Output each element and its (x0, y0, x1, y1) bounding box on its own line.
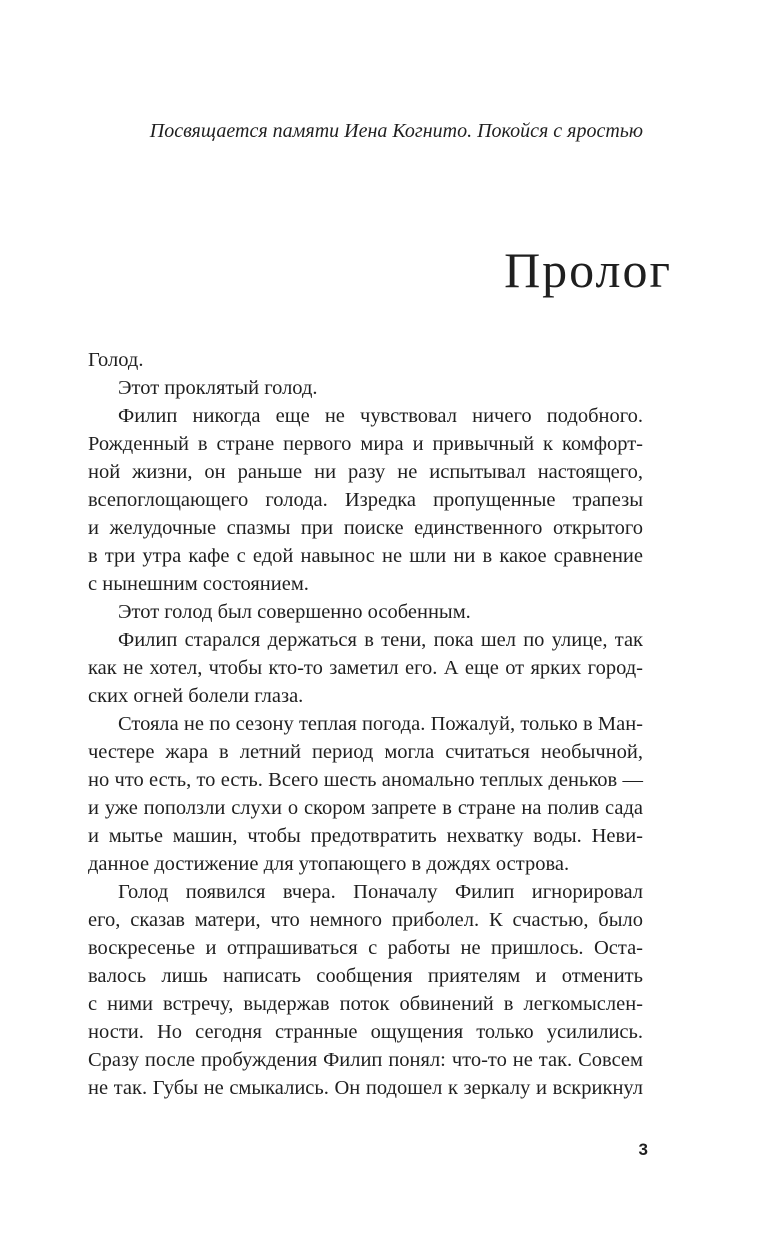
text-line: Филип старался держаться в тени, пока шел по улице, так (118, 629, 643, 651)
text-line: ности. Но сегодня странные ощущения только усилились. (88, 1021, 643, 1043)
text-line: честере жара в летний период могла считаться необычной, (88, 741, 643, 763)
text-line: с нынешним состоянием. (88, 573, 309, 595)
dedication: Посвящается памяти Иена Когнито. Покойся с яростью (149, 120, 643, 142)
text-line: в три утра кафе с едой навынос не шли ни в какое сравнение (88, 545, 643, 567)
chapter-title: Пролог (504, 242, 672, 298)
text-line: Филип никогда еще не чувствовал ничего подобного. (118, 405, 643, 427)
text-line: всепоглощающего голода. Изредка пропущенные трапезы (88, 489, 643, 511)
text-line: как не хотел, чтобы кто-то заметил его. А еще от ярких город- (88, 657, 643, 679)
page-number: 3 (638, 1140, 648, 1159)
text-line: Этот голод был совершенно особенным. (118, 601, 471, 623)
text-line: его, сказав матери, что немного приболел. К счастью, было (88, 909, 643, 931)
text-line: Сразу после пробуждения Филип понял: что-то не так. Совсем (88, 1049, 643, 1071)
text-line: и желудочные спазмы при поиске единственного открытого (88, 517, 643, 539)
text-line: Голод появился вчера. Поначалу Филип игнорировал (118, 881, 643, 903)
text-line: ной жизни, он раньше ни разу не испытывал настоящего, (88, 461, 643, 483)
text-line: Голод. (88, 349, 144, 371)
text-line: не так. Губы не смыкались. Он подошел к зеркалу и вскрикнул (88, 1077, 643, 1099)
text-line: ских огней болели глаза. (88, 685, 304, 707)
text-line: воскресенье и отпрашиваться с работы не пришлось. Оста- (88, 937, 643, 959)
text-line: и уже поползли слухи о скором запрете в стране на полив сада (88, 797, 643, 819)
text-line: валось лишь написать сообщения приятелям и отменить (88, 965, 643, 987)
body-text (88, 346, 643, 1102)
text-line: Стояла не по сезону теплая погода. Пожалуй, только в Ман- (118, 713, 643, 735)
text-line: но что есть, то есть. Всего шесть аномально теплых деньков — (88, 769, 643, 791)
text-line: данное достижение для утопающего в дождях острова. (88, 853, 570, 875)
text-line: Этот проклятый голод. (118, 377, 318, 399)
text-line: Рожденный в стране первого мира и привычный к комфорт- (88, 433, 643, 455)
text-line: и мытье машин, чтобы предотвратить нехватку воды. Неви- (88, 825, 643, 847)
text-line: с ними встречу, выдержав поток обвинений в легкомыслен- (88, 993, 643, 1015)
